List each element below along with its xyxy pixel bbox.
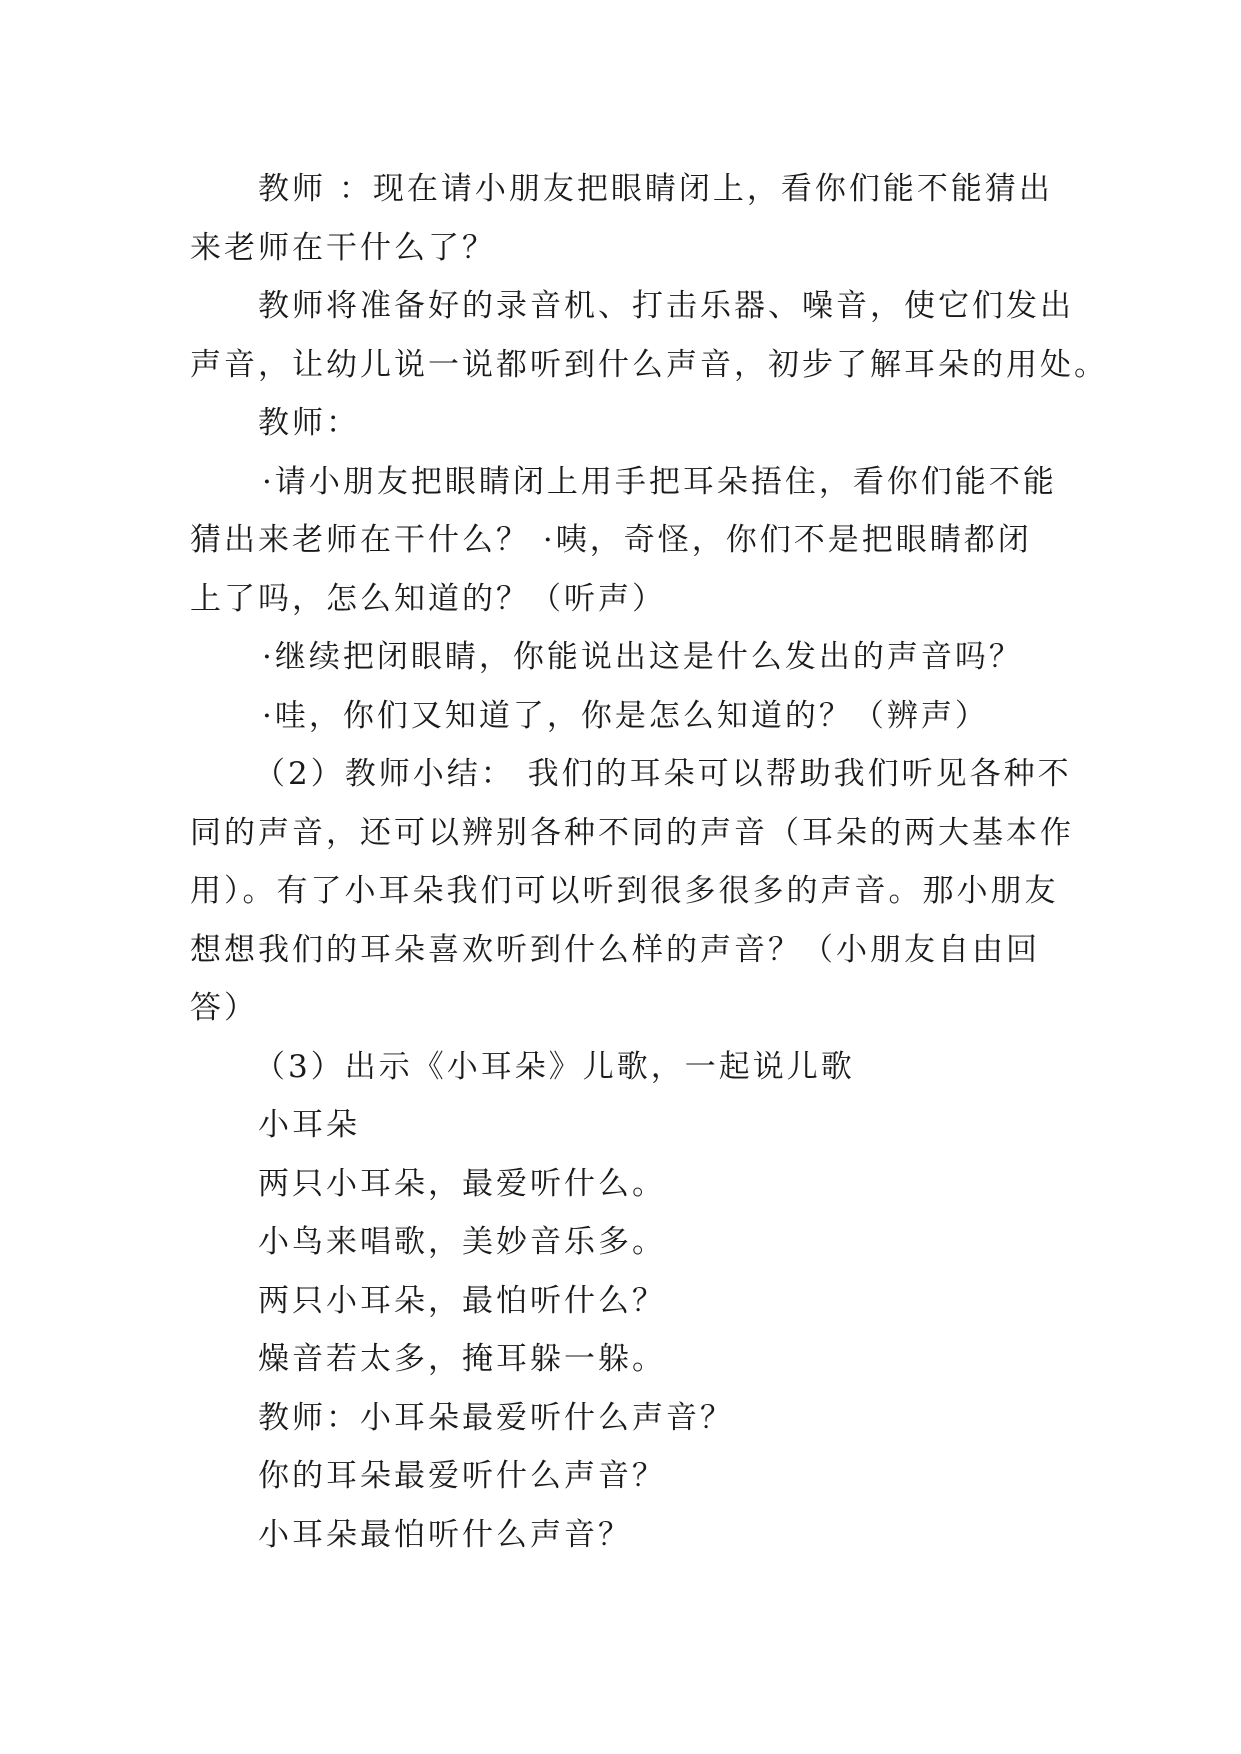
paragraph-teacher-label bbox=[190, 394, 1050, 453]
text-line: 小鸟来唱歌，美妙音乐多。 bbox=[258, 1224, 666, 1260]
paragraph-show-rhyme bbox=[190, 1038, 1050, 1097]
question-line bbox=[190, 1506, 1050, 1565]
question-line bbox=[190, 1447, 1050, 1506]
text-line: ·继续把闭眼睛，你能说出这是什么发出的声音吗？ bbox=[262, 639, 1023, 675]
paragraph-teacher-prepare bbox=[190, 277, 1108, 394]
text-line: 教师将准备好的录音机、打击乐器、噪音，使它们发出 bbox=[258, 288, 1074, 324]
text-line: ·请小朋友把眼睛闭上用手把耳朵捂住，看你们能不能 bbox=[262, 463, 1057, 500]
text-line: 同的声音，还可以辨别各种不同的声音（耳朵的两大基本作 bbox=[190, 814, 1074, 851]
rhyme-line bbox=[190, 1155, 1050, 1214]
text-line: 想想我们的耳朵喜欢听到什么样的声音？（小朋友自由回 bbox=[190, 931, 1040, 968]
text-line: 答） bbox=[190, 990, 258, 1026]
text-line: 小耳朵最怕听什么声音？ bbox=[258, 1516, 632, 1553]
text-line: 两只小耳朵，最怕听什么？ bbox=[258, 1282, 666, 1319]
text-line: 声音，让幼儿说一说都听到什么声音，初步了解耳朵的用处。 bbox=[190, 346, 1108, 383]
rhyme-line bbox=[190, 1330, 1050, 1389]
text-line: 用）。有了小耳朵我们可以听到很多很多的声音。那小朋友 bbox=[190, 873, 1059, 909]
rhyme-line bbox=[190, 1272, 1050, 1331]
paragraph-bullet-continue bbox=[190, 628, 1050, 687]
text-line: 你的耳朵最爱听什么声音？ bbox=[258, 1458, 666, 1494]
rhyme-title bbox=[190, 1096, 1050, 1155]
text-line: 教师 ：现在请小朋友把眼睛闭上，看你们能不能猜出 bbox=[258, 171, 1053, 207]
question-line bbox=[190, 1389, 1050, 1448]
text-line: ·哇，你们又知道了，你是怎么知道的？（辨声） bbox=[262, 697, 989, 734]
text-line: 来老师在干什么了？ bbox=[190, 229, 496, 266]
text-line: 燥音若太多，掩耳躲一躲。 bbox=[258, 1341, 666, 1377]
text-line: 教师：小耳朵最爱听什么声音？ bbox=[258, 1399, 734, 1436]
text-line: 猜出来老师在干什么？ ·咦，奇怪，你们不是把眼睛都闭 bbox=[190, 522, 1032, 558]
text-line: （3）出示《小耳朵》儿歌，一起说儿歌 bbox=[254, 1048, 855, 1085]
text-line: 教师： bbox=[258, 405, 360, 441]
rhyme-line bbox=[190, 1213, 1050, 1272]
text-line: 两只小耳朵，最爱听什么。 bbox=[258, 1165, 666, 1202]
paragraph-bullet-wow bbox=[190, 687, 1050, 746]
paragraph-summary bbox=[190, 745, 1074, 1038]
document-body bbox=[190, 160, 1108, 1564]
text-line: 小耳朵 bbox=[258, 1107, 360, 1143]
text-line: （2）教师小结： 我们的耳朵可以帮助我们听见各种不 bbox=[254, 756, 1072, 792]
text-line: 上了吗，怎么知道的？（听声） bbox=[190, 580, 666, 617]
paragraph-bullet-cover-ears bbox=[190, 453, 1057, 629]
paragraph-teacher-intro bbox=[190, 160, 1053, 277]
